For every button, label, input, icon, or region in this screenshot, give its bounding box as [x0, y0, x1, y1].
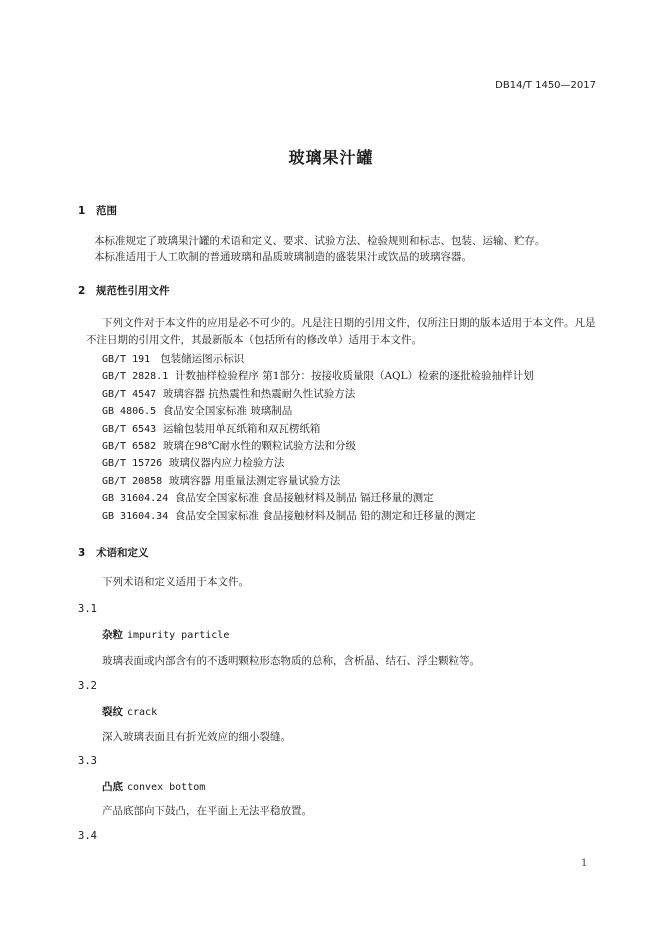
- reference-title: 玻璃仪器内应力检验方法: [168, 457, 285, 470]
- section-1-paragraph-2: 本标准适用于人工吹制的普通玻璃和晶质玻璃制造的盛装果汁或饮品的玻璃容器。: [94, 251, 472, 263]
- term-number: 3.3: [78, 755, 97, 767]
- term-english: crack: [127, 707, 158, 718]
- reference-item: [102, 508, 534, 525]
- reference-code: GB/T 20858: [102, 475, 163, 487]
- reference-item: [102, 438, 534, 455]
- term-number: 3.2: [78, 680, 97, 692]
- reference-title: 玻璃在98℃耐水性的颗粒试验方法和分级: [162, 440, 356, 453]
- section-3-intro: 下列术语和定义适用于本文件。: [102, 576, 249, 588]
- reference-list: [102, 351, 534, 525]
- reference-item: [102, 490, 534, 507]
- term-english: convex bottom: [127, 782, 206, 793]
- reference-code: GB/T 15726: [102, 458, 163, 470]
- term-english: impurity particle: [127, 630, 230, 641]
- reference-code: GB/T 6582: [102, 441, 157, 453]
- section-3-number: 3: [78, 547, 86, 559]
- term-number: 3.1: [78, 603, 97, 615]
- reference-code: GB 31604.34: [102, 510, 169, 522]
- reference-title: 计数抽样检验程序 第1部分：按接收质量限（AQL）检索的逐批检验抽样计划: [174, 370, 534, 383]
- reference-code: GB/T 2828.1: [102, 371, 169, 383]
- reference-item: [102, 386, 534, 403]
- term-entry: [102, 627, 229, 642]
- section-3-heading: [78, 545, 149, 560]
- section-2-number: 2: [78, 285, 86, 297]
- reference-title: 食品安全国家标准 食品接触材料及制品 镉迁移量的测定: [174, 492, 434, 505]
- reference-item: [102, 351, 534, 368]
- reference-code: GB 31604.24: [102, 493, 169, 505]
- term-definition: 玻璃表面或内部含有的不透明颗粒形态物质的总称，含析晶、结石、浮尘颗粒等。: [102, 655, 480, 667]
- section-1-number: 1: [78, 205, 86, 217]
- term-chinese: 杂粒: [102, 629, 123, 641]
- section-1-heading: [78, 203, 117, 218]
- reference-title: 食品安全国家标准 食品接触材料及制品 铅的测定和迁移量的测定: [174, 509, 476, 522]
- reference-code: GB/T 191: [102, 354, 151, 365]
- reference-item: [102, 455, 534, 472]
- reference-title: 运输包装用单瓦纸箱和双瓦楞纸箱: [162, 422, 321, 435]
- reference-title: 玻璃容器 抗热震性和热震耐久性试验方法: [162, 387, 356, 400]
- standard-number: DB14/T 1450—2017: [495, 80, 596, 91]
- reference-item: [102, 421, 534, 438]
- term-chinese: 裂纹: [102, 706, 123, 718]
- reference-code: GB/T 6543: [102, 423, 157, 435]
- reference-item: [102, 403, 534, 420]
- term-number: 3.4: [78, 830, 97, 842]
- section-1-title: 范围: [96, 205, 117, 217]
- section-1-paragraph-1: 本标准规定了玻璃果汁罐的术语和定义、要求、试验方法、检验规则和标志、包装、运输、贮存。: [94, 235, 546, 247]
- reference-item: [102, 473, 534, 490]
- term-entry: [102, 704, 157, 719]
- reference-title: 玻璃容器 用重量法测定容量试验方法: [168, 474, 341, 487]
- reference-item: [102, 368, 534, 385]
- reference-title: 包装储运图示标识: [160, 353, 245, 365]
- page-number: 1: [581, 858, 588, 869]
- term-chinese: 凸底: [102, 781, 123, 793]
- reference-code: GB/T 4547: [102, 388, 157, 400]
- reference-title: 食品安全国家标准 玻璃制品: [162, 405, 293, 418]
- section-2-heading: [78, 283, 170, 298]
- document-title: 玻璃果汁罐: [288, 148, 374, 167]
- term-definition: 产品底部向下鼓凸，在平面上无法平稳放置。: [102, 805, 312, 817]
- section-2-intro: 下列文件对于本文件的应用是必不可少的。凡是注日期的引用文件，仅所注日期的版本适用于本文件。凡是不注日期的引用文件，其最新版本（包括所有的修改单）适用于本文件。: [86, 317, 596, 346]
- section-2-title: 规范性引用文件: [96, 285, 170, 297]
- term-definition: 深入玻璃表面且有折光效应的细小裂缝。: [102, 731, 291, 743]
- reference-code: GB 4806.5: [102, 406, 157, 418]
- section-3-title: 术语和定义: [96, 547, 149, 559]
- term-entry: [102, 779, 205, 794]
